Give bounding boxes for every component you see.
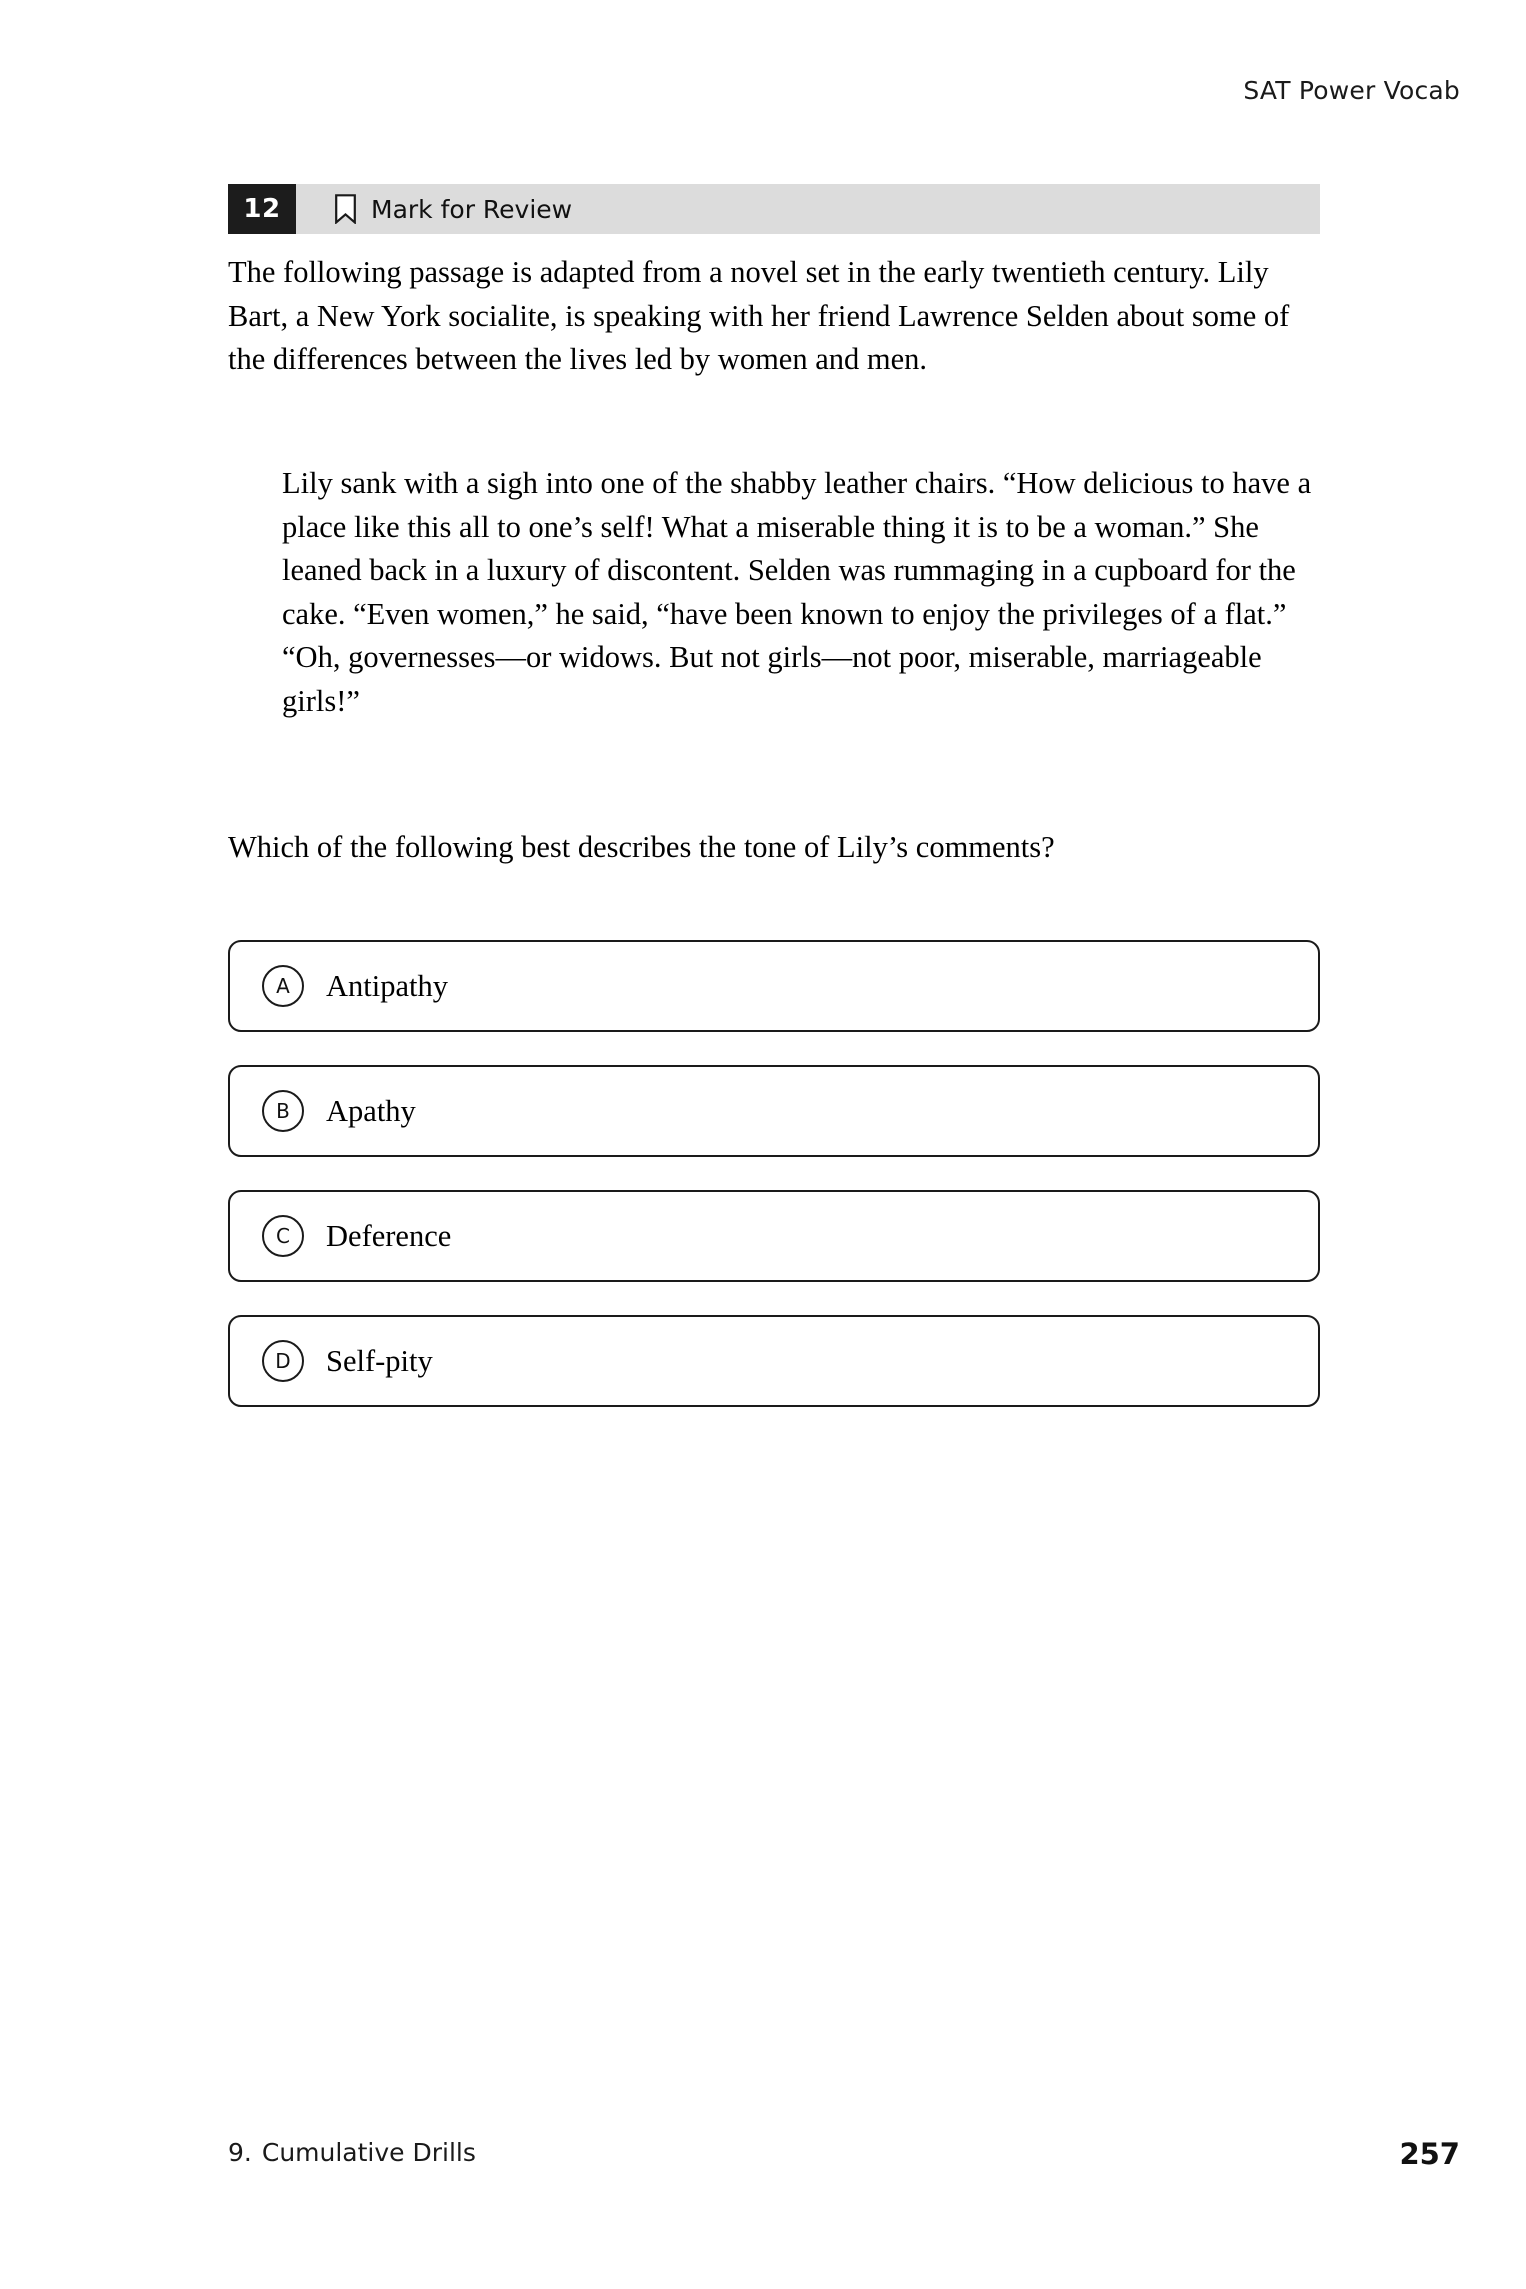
answer-choice-b[interactable] [228,1065,1320,1157]
question-header-bar [228,184,1320,234]
question-prompt: Which of the following best describes the tone of Lily’s comments? [228,830,1055,864]
passage-intro: The following passage is adapted from a novel set in the early twentieth century. Lily Bart, a New York socialite, is speaking with her friend Lawrence Selden about some of the differences between the lives led by women and men. [228,255,1290,376]
choice-letter-b: B [262,1090,304,1132]
footer-section-number: 9. [228,2138,252,2167]
answer-choice-a[interactable] [228,940,1320,1032]
question-number-badge: 12 [228,184,296,234]
answer-choices [228,940,1320,1440]
mark-for-review-label: Mark for Review [371,194,573,224]
choice-letter-c: C [262,1215,304,1257]
mark-for-review-button[interactable] [296,184,572,234]
choice-text-a: Antipathy [326,968,448,1003]
footer-section [228,2138,476,2167]
footer-section-title: Cumulative Drills [261,2138,476,2167]
passage-text: Lily sank with a sigh into one of the shabby leather chairs. “How delicious to have a place like this all to one’s self! What a miserable thing it is to be a woman.” She leaned back in a luxury of discontent. Selden was rummaging in a cupboard for the cake. “Even women,” he said, “have been known to enjoy the privileges of a flat.” “Oh, governesses—or widows. But not girls—not poor, miserable, marriageable girls!” [282,466,1312,718]
running-head: SAT Power Vocab [1243,76,1460,105]
page-number: 257 [1399,2137,1460,2171]
choice-text-c: Deference [326,1218,452,1253]
choice-text-b: Apathy [326,1093,416,1128]
choice-text-d: Self-pity [326,1343,433,1378]
answer-choice-d[interactable] [228,1315,1320,1407]
choice-letter-a: A [262,965,304,1007]
bookmark-icon [334,194,357,224]
choice-letter-d: D [262,1340,304,1382]
answer-choice-c[interactable] [228,1190,1320,1282]
